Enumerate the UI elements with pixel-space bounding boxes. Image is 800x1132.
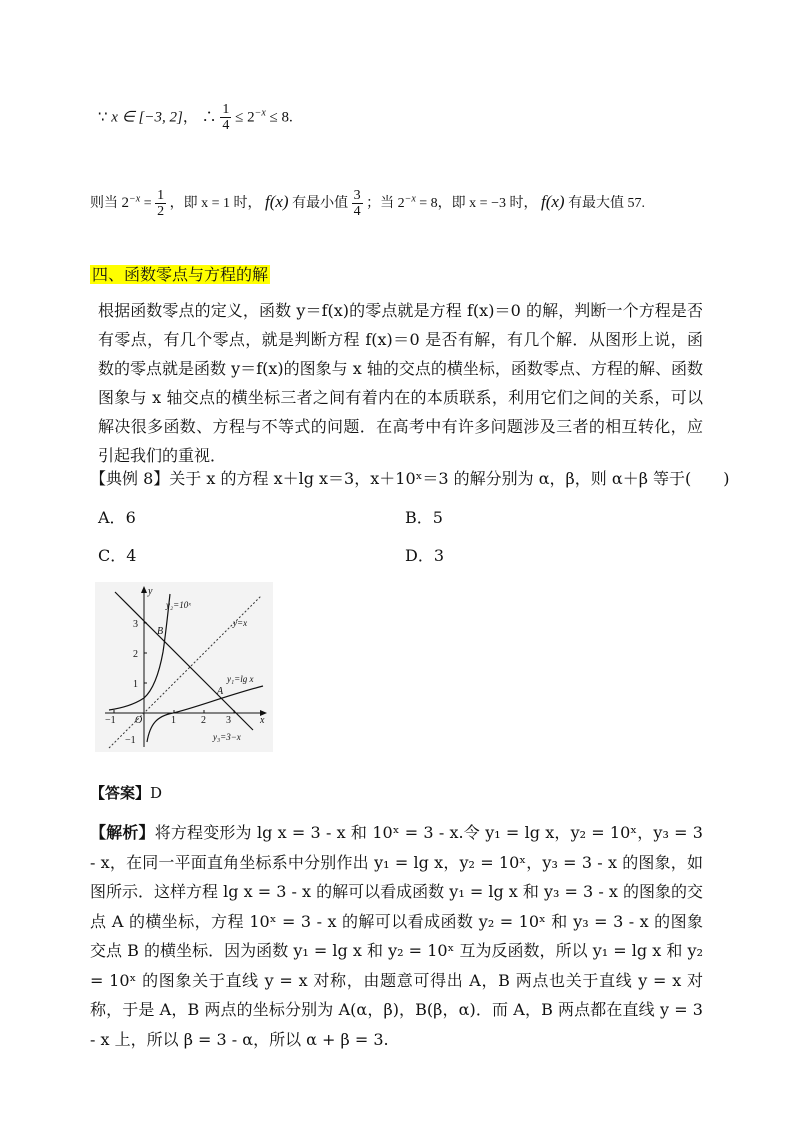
- y-tick-1: 1: [133, 679, 138, 690]
- x-tick-1: 1: [171, 715, 176, 726]
- section-heading: [90, 262, 270, 285]
- exp-one: −x: [129, 193, 141, 205]
- label-y-equals-x: y=x: [233, 618, 248, 628]
- option-b[interactable]: [405, 505, 443, 528]
- x-tick-2: 2: [201, 715, 206, 726]
- x-tick-minus1: −1: [105, 715, 116, 726]
- inequality-exp: −x: [254, 107, 266, 119]
- x-axis-label: x: [260, 715, 265, 726]
- option-value: 6: [125, 508, 136, 527]
- label-y2: y₂=10ˣ: [166, 600, 191, 610]
- option-value: 3: [433, 546, 445, 565]
- because-symbol: ∵: [98, 109, 108, 126]
- separator: ，: [182, 109, 198, 126]
- origin-label: O: [135, 715, 143, 726]
- y-tick-minus1: −1: [125, 735, 136, 746]
- extremum-line: [90, 188, 645, 220]
- label-y1: y₁=lg x: [227, 674, 254, 684]
- frac-num: 3: [353, 188, 361, 203]
- inequality-mid: ≤ 2: [235, 109, 255, 126]
- option-a[interactable]: [98, 505, 136, 528]
- intro-paragraph: 根据函数零点的定义，函数 y＝f(x)的零点就是方程 f(x)＝0 的解，判断一个方程是否有零点，有几个零点，就是判断方程 f(x)＝0 是否有解，有几个解．从图形上说，函数的零点就是函数 y＝f(x)的图象与 x 轴的交点的横坐标，函数零点、方程的解、函数图象与 x 轴交点的横坐标三者之间有着内在的本质联系，利用它们之间的关系，可以解决很多函数、方程与不等式的问题．在高考中有许多问题涉及三者的相互转化，应引起我们的重视．: [98, 301, 703, 465]
- point-b-label: B: [157, 626, 164, 637]
- equals: =: [143, 196, 152, 212]
- frac-den: 4: [222, 118, 230, 134]
- text-min-when: ，即 x = 1 时，: [169, 196, 262, 212]
- option-key: D．: [405, 546, 434, 565]
- fraction-three-quarters: [352, 188, 363, 220]
- frac-num: 1: [157, 188, 165, 203]
- text-max-cond: = 8，即 x = −3 时，: [419, 196, 538, 212]
- option-d[interactable]: [405, 543, 444, 566]
- analysis-paragraph: [90, 818, 703, 1054]
- option-key: B．: [405, 508, 433, 527]
- example-question: [90, 466, 730, 489]
- x-tick-3: 3: [226, 715, 231, 726]
- analysis-text: 将方程变形为 lg x = 3 - x 和 10ˣ = 3 - x.令 y₁ = lg x，y₂ = 10ˣ，y₃ = 3 - x，在同一平面直角坐标系中分别作出 y₁ = lg x，y₂ = 10ˣ，y₃ = 3 - x 的图象，如图所示．这样方程 lg x = 3 - x 的解可以看成函数 y₁ = lg x 和 y₃ = 3 - x 的图象的交点 A 的横坐标，方程 10ˣ = 3 - x 的解可以看成函数 y₂ = 10ˣ 和 y₃ = 3 - x 的图象交点 B 的横坐标．因为函数 y₁ = lg x 和 y₂ = 10ˣ 互为反函数，所以 y₁ = lg x 和 y₂ = 10ˣ 的图象关于直线 y = x 对称，由题意可得出 A，B 两点也关于直线 y = x 对称，于是 A，B 两点的坐标分别为 A(α，β)，B(β，α)．而 A，B 两点都在直线 y = 3 - x 上，所以 β = 3 - α，所以 α + β = 3.: [90, 823, 703, 1049]
- y-tick-3: 3: [133, 619, 138, 630]
- fraction-quarter: [220, 102, 231, 134]
- function-graph: [95, 582, 273, 752]
- frac-den: 4: [353, 204, 361, 220]
- answer-label: 【答案】: [90, 784, 151, 802]
- label-y3: y₃=3−x: [213, 732, 241, 742]
- answer-value: D: [150, 784, 163, 802]
- text-max-when: ；当 2: [366, 196, 405, 212]
- example-label: 【典例 8】: [90, 469, 170, 488]
- text-has-max: 有最大值 57.: [568, 196, 646, 212]
- option-value: 5: [432, 508, 443, 527]
- x-domain: x ∈ [−3, 2]: [111, 109, 183, 126]
- option-c[interactable]: [98, 543, 136, 566]
- therefore-symbol: ∴: [201, 109, 217, 126]
- option-key: A．: [98, 508, 126, 527]
- because-line: [98, 102, 293, 134]
- base-two: 2: [121, 195, 129, 212]
- fx-max: f(x): [540, 192, 565, 212]
- text-has-min: 有最小值: [292, 196, 349, 212]
- frac-den: 2: [157, 204, 165, 220]
- analysis-label: 【解析】: [90, 823, 155, 842]
- point-a-label: A: [217, 686, 224, 697]
- y-tick-2: 2: [133, 649, 138, 660]
- line-end: .: [289, 109, 293, 126]
- frac-num: 1: [222, 102, 230, 117]
- example-text: 关于 x 的方程 x＋lg x＝3，x＋10ˣ＝3 的解分别为 α，β，则 α＋β 等于( ): [169, 469, 730, 488]
- fraction-half: [155, 188, 166, 220]
- y-axis-label: y: [148, 586, 153, 597]
- option-value: 4: [126, 546, 137, 565]
- option-key: C．: [98, 546, 127, 565]
- fx-min: f(x): [265, 192, 289, 212]
- prefix-text: 则当: [90, 196, 118, 212]
- answer-line: [90, 782, 162, 803]
- section-heading-text: 四、函数零点与方程的解: [92, 265, 269, 284]
- exp-two: −x: [404, 193, 416, 205]
- inequality-tail: ≤ 8: [269, 109, 290, 126]
